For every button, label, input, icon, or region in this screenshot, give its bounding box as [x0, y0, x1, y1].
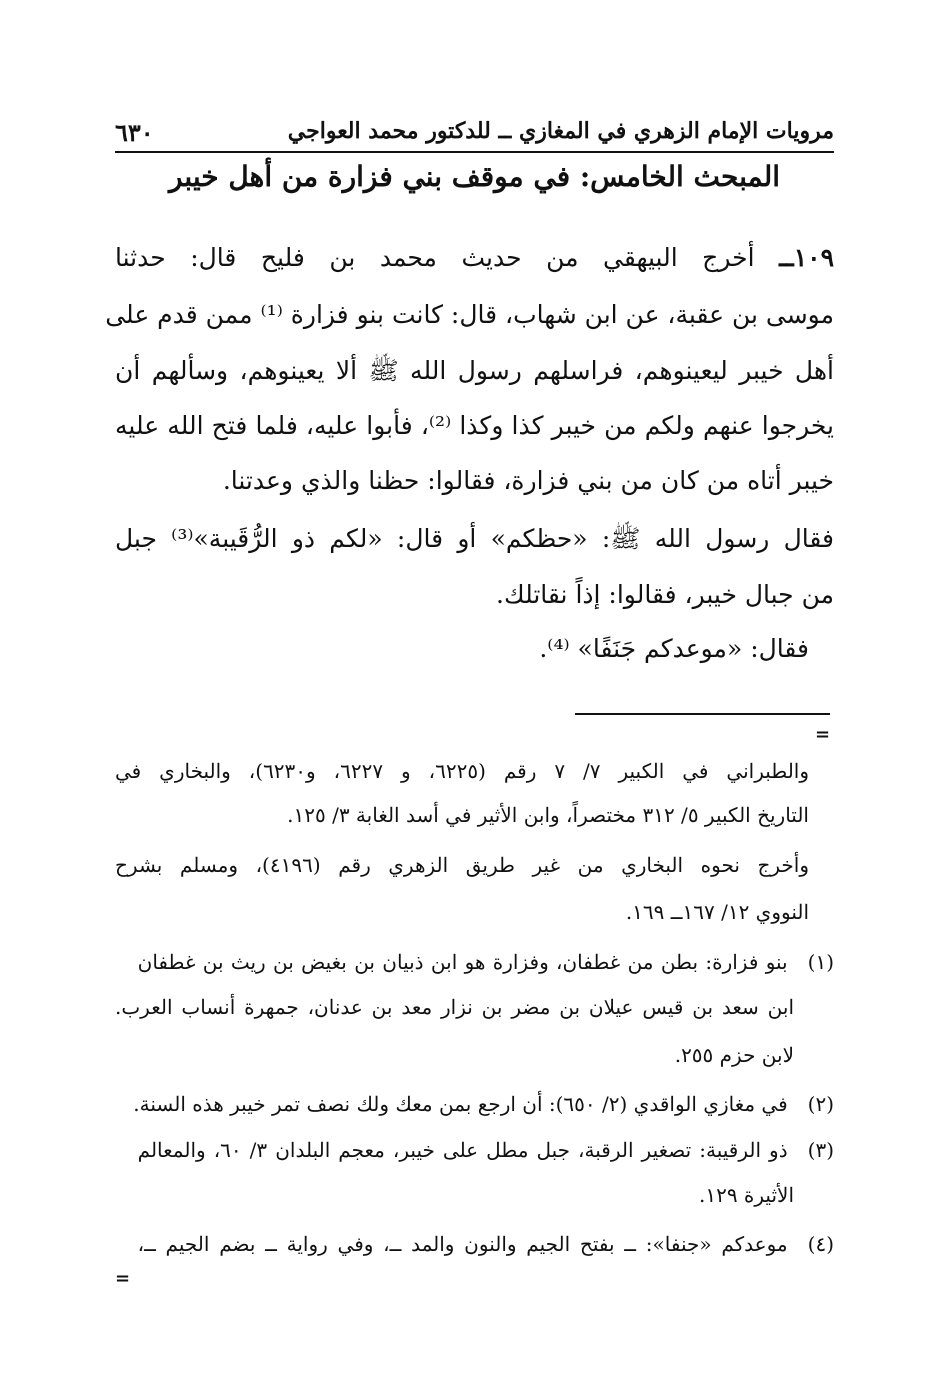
header-rule — [115, 151, 834, 153]
body-line-8: فقال: «موعدكم جَنَفًا» ⁽⁴⁾. — [539, 634, 809, 663]
footnote-1-number: (١) — [807, 950, 834, 974]
page-number: ٦٣٠ — [115, 118, 154, 147]
footnote-continued-line-2: التاريخ الكبير ٥/ ٣١٢ مختصراً، وابن الأثير في أسد الغابة ٣/ ١٢٥. — [287, 803, 809, 827]
body-line-1 — [115, 243, 834, 272]
body-line-6: فقال رسول الله ﷺ: «حظكم» أو قال: «لكم ذو الرُّقَيبة»⁽³⁾ جبل — [115, 524, 834, 553]
footnote-4-line-1: موعدكم «جنفا»: ــ بفتح الجيم والنون والمد ــ، وفي رواية ــ بضم الجيم ــ، — [137, 1232, 788, 1256]
running-title: مرويات الإمام الزهري في المغازي ــ للدكتور محمد العواجي — [287, 118, 834, 144]
footnote-4 — [115, 1232, 834, 1256]
item-number: ١٠٩ــ — [779, 243, 835, 272]
page-header — [115, 118, 834, 152]
footnote-2-line-1: في مغازي الواقدي (٢/ ٦٥٠): أن ارجع بمن معك ولك نصف تمر خيبر هذه السنة. — [133, 1092, 788, 1116]
footnote-1-line-2: ابن سعد بن قيس عيلان بن مضر بن نزار معد بن عدنان، جمهرة أنساب العرب. — [115, 995, 794, 1019]
body-line-3: أهل خيبر ليعينوهم، فراسلهم رسول الله ﷺ ألا يعينوهم، وسألهم أن — [115, 356, 834, 385]
footnote-continued-line-4: النووي ١٢/ ١٦٧ــ ١٦٩. — [625, 900, 809, 924]
continuation-mark-bottom: = — [115, 1268, 131, 1289]
body-line-5: خيبر أتاه من كان من بني فزارة، فقالوا: حظنا والذي وعدتنا. — [222, 466, 834, 495]
footnote-rule — [575, 713, 830, 715]
footnote-2 — [115, 1092, 834, 1116]
footnote-3-number: (٣) — [807, 1138, 834, 1162]
body-line-1-text: أخرج البيهقي من حديث محمد بن فليح قال: حدثنا — [115, 243, 755, 272]
footnote-3 — [115, 1138, 834, 1162]
footnote-1-line-1: بنو فزارة: بطن من غطفان، وفزارة هو ابن ذبيان بن بغيض بن ريث بن غطفان — [137, 950, 788, 974]
continuation-mark-top: = — [815, 724, 831, 745]
footnote-continued-line-3: وأخرج نحوه البخاري من غير طريق الزهري رقم (٤١٩٦)، ومسلم بشرح — [115, 853, 809, 877]
footnote-4-number: (٤) — [807, 1232, 834, 1256]
body-line-4: يخرجوا عنهم ولكم من خيبر كذا وكذا ⁽²⁾، فأبوا عليه، فلما فتح الله عليه — [115, 411, 834, 440]
footnote-1-line-3: لابن حزم ٢٥٥. — [674, 1043, 794, 1067]
footnote-1 — [115, 950, 834, 974]
body-line-7: من جبال خيبر، فقالوا: إذاً نقاتلك. — [496, 580, 834, 609]
footnote-2-number: (٢) — [807, 1092, 834, 1116]
footnote-continued-line-1: والطبراني في الكبير ٧/ ٧ رقم (٦٢٢٥، و ٦٢٢٧، و٦٢٣٠)، والبخاري في — [115, 759, 810, 783]
body-line-2: موسى بن عقبة، عن ابن شهاب، قال: كانت بنو فزارة ⁽¹⁾ ممن قدم على — [105, 300, 834, 329]
section-title: المبحث الخامس: في موقف بني فزارة من أهل خيبر — [168, 160, 781, 193]
footnote-3-line-1: ذو الرقيبة: تصغير الرقبة، جبل مطل على خيبر، معجم البلدان ٣/ ٦٠، والمعالم — [137, 1138, 788, 1162]
footnote-3-line-2: الأثيرة ١٢٩. — [698, 1183, 794, 1207]
